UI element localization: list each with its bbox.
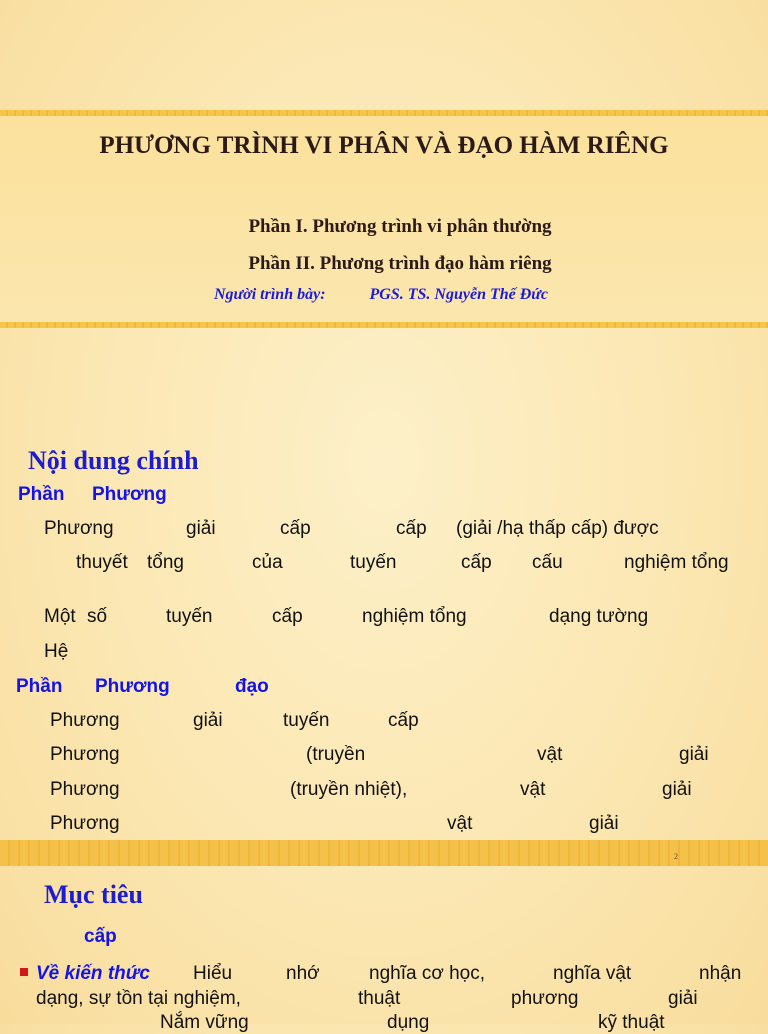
row9-w2: giải: [589, 813, 619, 834]
row2-w4: cấp: [461, 552, 492, 573]
row7-w2: vật: [537, 744, 563, 765]
row5-w0: Phần: [16, 676, 63, 697]
knowledge-label: Về kiến thức: [36, 963, 150, 984]
row1-w4: (giải /hạ thấp cấp) được: [456, 518, 659, 539]
slide-divider: [0, 840, 768, 866]
row0-w1: Phương: [92, 484, 167, 505]
row3-w5: dạng tường: [549, 606, 649, 627]
l3-w0: Nắm vững: [160, 1012, 249, 1033]
row7-w1: (truyền: [306, 744, 366, 765]
row7-w0: Phương: [50, 744, 120, 765]
l2-w2: phương: [511, 988, 579, 1009]
row1-w3: cấp: [396, 518, 427, 539]
row1-w0: Phương: [44, 518, 114, 539]
row2-w3: tuyến: [350, 552, 397, 573]
l3-w2: kỹ thuật: [598, 1012, 665, 1033]
row1-w2: cấp: [280, 518, 311, 539]
row5-w2: đạo: [235, 676, 269, 697]
l1-w2: nghĩa cơ học,: [369, 963, 485, 984]
slide-title: PHƯƠNG TRÌNH VI PHÂN VÀ ĐẠO HÀM RIÊNG: [99, 132, 669, 159]
row0-w0: Phần: [18, 484, 65, 505]
row3-w4: nghiệm tổng: [362, 606, 467, 627]
row6-w0: Phương: [50, 710, 120, 731]
row7-w3: giải: [679, 744, 709, 765]
row2-w2: của: [252, 552, 283, 573]
presenter-label: Người trình bày:: [214, 286, 326, 303]
presenter-name: PGS. TS. Nguyễn Thế Đức: [369, 286, 548, 303]
row8-w3: giải: [662, 779, 692, 800]
row3-w2: tuyến: [166, 606, 213, 627]
title-band-bottom: [0, 322, 768, 328]
l2-w0: dạng, sự tồn tại nghiệm,: [36, 988, 241, 1009]
row3-w3: cấp: [272, 606, 303, 627]
row9-w1: vật: [447, 813, 473, 834]
row8-w2: vật: [520, 779, 546, 800]
row8-w0: Phương: [50, 779, 120, 800]
l1-w1: nhớ: [286, 963, 320, 984]
row6-w2: tuyến: [283, 710, 330, 731]
part-one: Phần I. Phương trình vi phân thường: [248, 216, 552, 237]
row2-w5: cấu: [532, 552, 563, 573]
l3-w1: dụng: [387, 1012, 430, 1033]
l1-w4: nhận: [699, 963, 742, 984]
objectives-heading: Mục tiêu: [44, 880, 143, 909]
objectives-sub: cấp: [84, 926, 117, 947]
page-number: 2: [674, 852, 678, 861]
row6-w3: cấp: [388, 710, 419, 731]
row2-w0: thuyết: [76, 552, 128, 573]
row6-w1: giải: [193, 710, 223, 731]
bullet-square-icon: [20, 968, 28, 976]
row1-w1: giải: [186, 518, 216, 539]
row8-w1: (truyền nhiệt),: [290, 779, 408, 800]
row3-w0: Một: [44, 606, 76, 627]
l1-w0: Hiểu: [193, 963, 233, 984]
row5-w1: Phương: [95, 676, 170, 697]
row3-w1: số: [87, 606, 108, 627]
content-heading: Nội dung chính: [28, 446, 199, 475]
presenter-line: [214, 286, 548, 304]
l1-w3: nghĩa vật: [553, 963, 632, 984]
row2-w1: tổng: [147, 552, 184, 573]
row2-w6: nghiệm tổng: [624, 552, 729, 573]
row9-w0: Phương: [50, 813, 120, 834]
l2-w1: thuật: [358, 988, 401, 1009]
part-two: Phần II. Phương trình đạo hàm riêng: [248, 253, 552, 274]
row4-w0: Hệ: [44, 641, 69, 662]
knowledge-line1: [36, 963, 150, 985]
l2-w3: giải: [668, 988, 698, 1009]
